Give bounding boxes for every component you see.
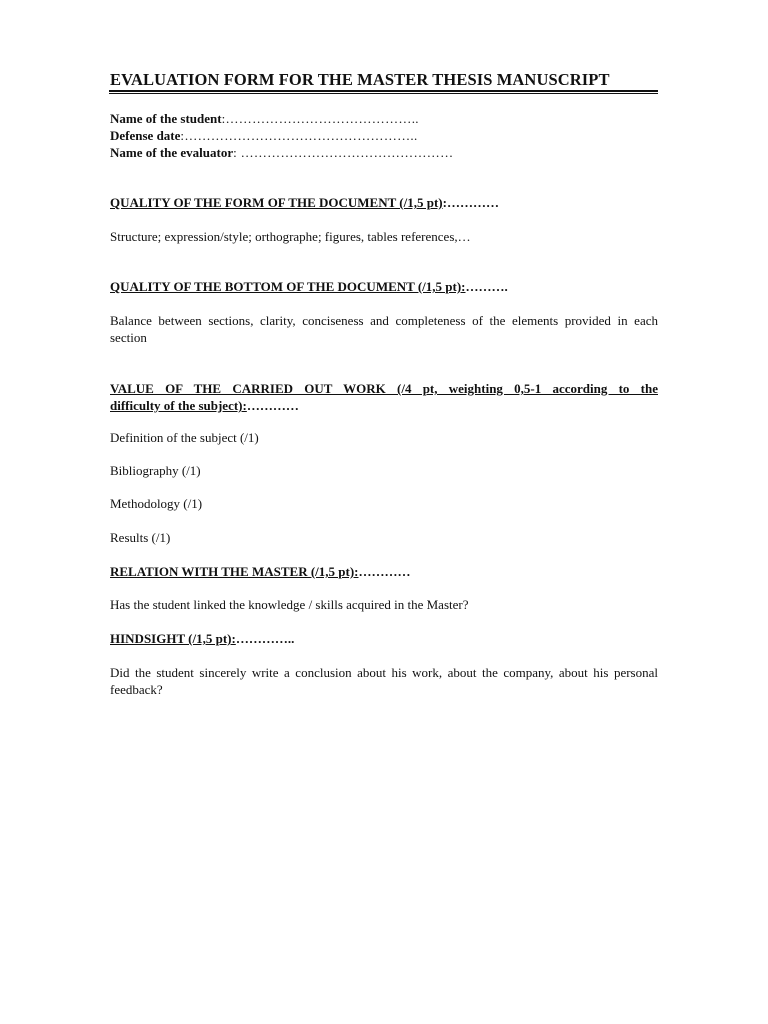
criterion-bibliography: Bibliography (/1) <box>110 463 201 478</box>
work-value-title-line2-wrap <box>110 397 658 414</box>
student-name-label: Name of the student <box>110 111 222 126</box>
bottom-quality-title: QUALITY OF THE BOTTOM OF THE DOCUMENT (/1,5 pt): <box>110 279 466 294</box>
criterion-methodology: Methodology (/1) <box>110 496 203 511</box>
page-title: EVALUATION FORM FOR THE MASTER THESIS MANUSCRIPT <box>110 70 610 89</box>
hindsight-title: HINDSIGHT (/1,5 pt): <box>110 631 236 646</box>
evaluator-name-blank: : ………………………………………… <box>233 145 454 160</box>
evaluator-name-field <box>110 145 453 161</box>
form-quality-title: QUALITY OF THE FORM OF THE DOCUMENT (/1,5 pt) <box>110 195 443 210</box>
defense-date-label: Defense date <box>110 128 181 143</box>
student-name-blank: :…………………………………….. <box>221 111 419 126</box>
defense-date-field <box>110 128 418 144</box>
master-relation-heading <box>110 564 411 580</box>
title-rule-thin <box>109 93 658 94</box>
title-rule-thick <box>109 90 658 92</box>
master-relation-description: Has the student linked the knowledge / skills acquired in the Master? <box>110 597 469 612</box>
hindsight-description: Did the student sincerely write a conclusion about his work, about the company, about his personal feedback? <box>110 665 658 697</box>
bottom-quality-heading <box>110 279 508 295</box>
evaluator-name-label: Name of the evaluator <box>110 145 234 160</box>
bottom-quality-description: Balance between sections, clarity, conciseness and completeness of the elements provided in each section <box>110 313 658 345</box>
hindsight-score-blank: ………….. <box>235 631 295 646</box>
master-relation-score-blank: ………… <box>358 564 411 579</box>
student-name-field <box>110 111 419 127</box>
work-value-score-blank: ………… <box>246 398 299 413</box>
work-value-heading <box>110 380 658 414</box>
hindsight-heading <box>110 631 294 647</box>
bottom-quality-score-blank: ………. <box>465 279 508 294</box>
work-value-title-line1: VALUE OF THE CARRIED OUT WORK (/4 pt, weighting 0,5-1 according to the <box>110 381 658 396</box>
form-quality-heading <box>110 195 499 211</box>
work-value-title-line2: difficulty of the subject): <box>110 398 247 413</box>
form-quality-description: Structure; expression/style; orthographe; figures, tables references,… <box>110 229 471 244</box>
form-quality-score-blank: :………… <box>442 195 499 210</box>
defense-date-blank: :…………………………………………….. <box>180 128 418 143</box>
criterion-results: Results (/1) <box>110 530 171 545</box>
master-relation-title: RELATION WITH THE MASTER (/1,5 pt): <box>110 564 359 579</box>
criterion-subject-definition: Definition of the subject (/1) <box>110 430 259 445</box>
